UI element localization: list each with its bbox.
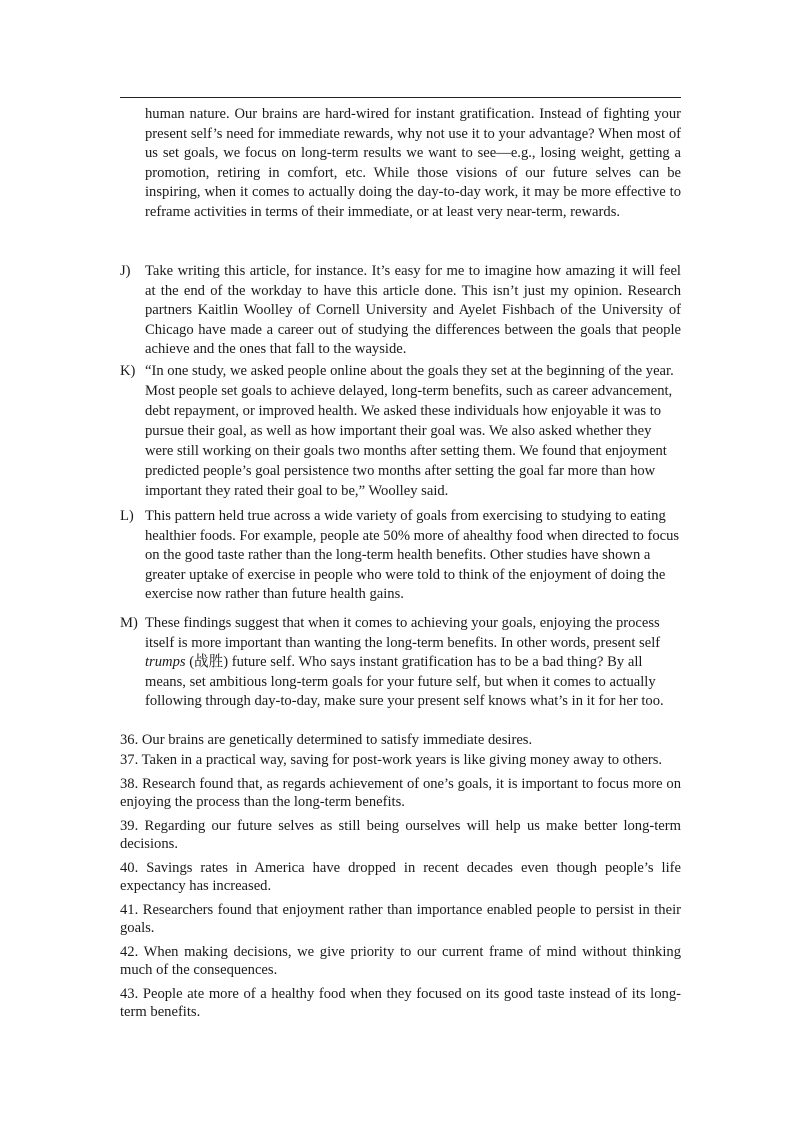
intro-paragraph xyxy=(145,105,681,222)
paragraph-j xyxy=(120,262,681,360)
paragraph-label: K) xyxy=(120,363,136,379)
paragraph-label: M) xyxy=(120,615,138,631)
paragraph-m xyxy=(120,614,681,712)
top-rule xyxy=(120,97,681,98)
text-after: future self. Who says instant gratification has to be a bad thing? By all means, set ambitious long-term goals for your future self, but when it comes to actually following through day-to-day, make sure your present self knows what’s in it for her too. xyxy=(145,654,664,710)
paragraph-text xyxy=(145,614,681,712)
paragraph-label: L) xyxy=(120,508,134,524)
paragraph-l xyxy=(120,507,681,605)
paragraph-text: Take writing this article, for instance. It’s easy for me to imagine how amazing it will feel at the end of the workday to have this article done. This isn’t just my opinion. Research partners Kaitlin Woolley of Cornell University and Ayelet Fishbach of the University of Chicago have made a career out of studying the differences between the goals that people achieve and the ones that fall to the wayside. xyxy=(145,263,681,357)
question-37: 37. Taken in a practical way, saving for post-work years is like giving money away to others. xyxy=(120,752,663,768)
intro-text: human nature. Our brains are hard-wired for instant gratification. Instead of fighting your present self’s need for immediate rewards, why not use it to your advantage? When most of us set goals, we focus on long-term results we want to see—e.g., losing weight, getting a promotion, retiring in comfort, etc. While those visions of our future selves can be inspiring, when it comes to actually doing the day-to-day work, it may be more effective to reframe activities in terms of their immediate, or at least very near-term, rewards. xyxy=(145,106,681,220)
question-40: 40. Savings rates in America have dropped in recent decades even though people’s life expectancy has increased. xyxy=(120,860,681,894)
text-before: These findings suggest that when it comes to achieving your goals, enjoying the process itself is more important than wanting the long-term benefits. In other words, present self xyxy=(145,615,661,651)
question-39: 39. Regarding our future selves as still being ourselves will help us make better long-term decisions. xyxy=(120,818,681,852)
term-trumps: trumps xyxy=(145,654,186,671)
question-42: 42. When making decisions, we give priority to our current frame of mind without thinking much of the consequences. xyxy=(120,944,681,978)
paragraph-label: J) xyxy=(120,263,131,279)
question-41: 41. Researchers found that enjoyment rather than importance enabled people to persist in their goals. xyxy=(120,902,681,936)
paragraph-text: “In one study, we asked people online about the goals they set at the beginning of the year. Most people set goals to achieve delayed, long-term benefits, such as career advancement, debt repayment, or improved health. We asked these individuals how enjoyable it was to pursue their goal, as well as how important their goal was. We also asked whether they were still working on their goals two months after setting them. We found that enjoyment predicted people’s goal persistence two months after setting the goal far more than how important they rated their goal to be,” Woolley said. xyxy=(145,363,674,499)
paragraph-text: This pattern held true across a wide variety of goals from exercising to studying to eating healthier foods. For example, people ate 50% more of ahealthy food when directed to focus on the good taste rather than the long-term health benefits. Other studies have shown a greater uptake of exercise in people who were told to think of the enjoyment of doing the exercise now rather than future health gains. xyxy=(145,508,680,603)
paragraph-k xyxy=(120,361,681,501)
term-gloss: (战胜) xyxy=(185,654,232,671)
question-36: 36. Our brains are genetically determined to satisfy immediate desires. xyxy=(120,732,533,748)
question-38: 38. Research found that, as regards achievement of one’s goals, it is important to focus more on enjoying the process than the long-term benefits. xyxy=(120,776,681,810)
question-43: 43. People ate more of a healthy food when they focused on its good taste instead of its long-term benefits. xyxy=(120,986,681,1020)
